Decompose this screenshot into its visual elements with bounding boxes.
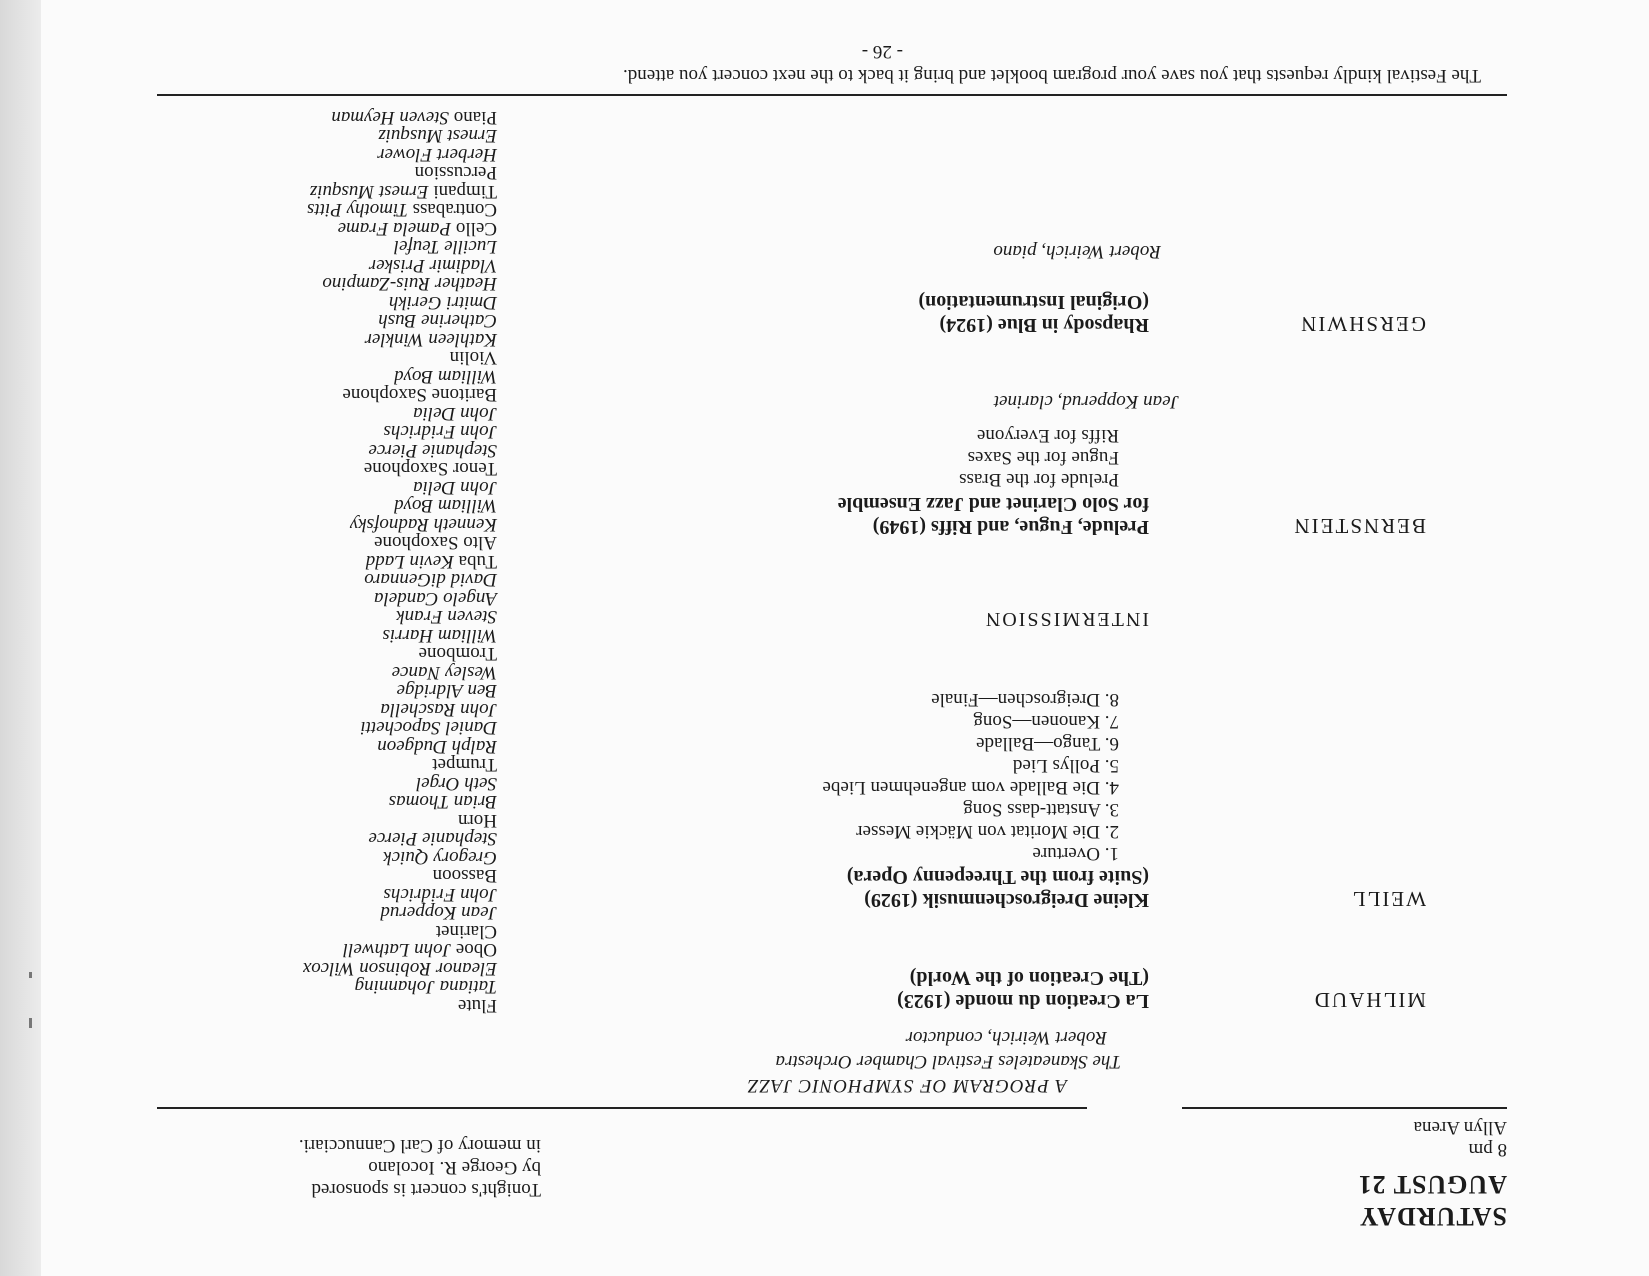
venue-text: Allyn Arena (1413, 1117, 1507, 1138)
day-heading: SATURDAY (1358, 1202, 1507, 1231)
player-name: Ralph Dudgeon (377, 736, 497, 757)
personnel-horn: Horn (457, 810, 497, 831)
player-name: Angelo Candela (374, 588, 497, 609)
movement-item: 2. Die Moritat von Mäckie Messer (856, 821, 1119, 842)
program-title: A PROGRAM OF SYMPHONIC JAZZ (746, 1075, 1067, 1096)
personnel-tenor-sax: Tenor Saxophone (363, 458, 497, 480)
player-name: Herbert Flower (377, 144, 497, 165)
player-name: Tatiana Johanning (354, 976, 497, 998)
scan-mark (29, 972, 32, 978)
work-title: La Creation du monde (1923) (897, 990, 1149, 1012)
footer-rule (157, 94, 1507, 96)
player-name: John Delia (413, 403, 497, 424)
header-rule-left (1182, 1107, 1507, 1109)
movement-item: 4. Die Ballade vom angenehmen Liebe (822, 777, 1119, 798)
work-title: Prelude, Fugue, and Riffs (1949) (872, 516, 1149, 538)
personnel-timpani: Timpani Ernest Musquiz (309, 181, 497, 202)
conductor-credit: Robert Weirich, conductor (905, 1027, 1107, 1048)
personnel-contrabass: Contrabass Timothy Pitts (306, 199, 497, 221)
movement-item: 8. Dreigroschen—Finale (931, 689, 1119, 710)
personnel-oboe: Oboe John Lathwell (342, 939, 497, 961)
player-name: Kenneth Radnofsky (349, 514, 497, 535)
player-name: Stephanie Pierce (368, 828, 497, 850)
personnel-piano: Piano Steven Heyman (331, 107, 497, 128)
player-name: Stephanie Pierce (368, 440, 497, 461)
footer-note: The Festival kindly requests that you save your program booklet and bring it back to the next concert you attend. (623, 65, 1481, 86)
sponsor-line-1: Tonight's concert is sponsored (311, 1179, 541, 1200)
player-name: John Fridrichs (383, 884, 497, 905)
personnel-flute: Flute (457, 995, 497, 1016)
player-name: Kathleen Winkler (364, 329, 497, 350)
date-heading: AUGUST 21 (1357, 1170, 1507, 1199)
scan-mark (29, 1018, 32, 1028)
personnel-cello: Cello Pamela Frame (337, 218, 497, 239)
personnel-trombone: Trombone (418, 643, 497, 665)
soloist-credit: Jean Kopperud, clarinet (993, 391, 1179, 412)
soloist-credit: Robert Weirich, piano (993, 241, 1161, 262)
movement-item: Riffs for Everyone (976, 425, 1119, 446)
player-name: Seth Orgel (415, 773, 497, 794)
player-name: John Raschella (380, 699, 497, 720)
header-rule-right (157, 1107, 1087, 1109)
player-name: Dmitri Gerikh (388, 292, 497, 313)
player-name: Ernest Musquiz (378, 125, 497, 147)
player-name: Wesley Nance (391, 662, 497, 683)
sponsor-line-2: by George R. Iocolano (368, 1157, 541, 1178)
player-name: John Fridrichs (383, 421, 497, 443)
personnel-tuba: Tuba Kevin Ladd (365, 551, 497, 572)
personnel-baritone-sax: Baritone Saxophone (342, 384, 497, 406)
movement-item: 5. Pollys Lied (1012, 755, 1119, 776)
sponsor-line-3: in memory of Carl Cannucciari. (298, 1135, 541, 1156)
player-name: Steven Frank (396, 606, 497, 628)
composer-gershwin: GERSHWIN (1299, 312, 1426, 336)
movement-item: 1. Overture (1032, 843, 1119, 864)
player-name: Brian Thomas (388, 791, 497, 813)
player-name: Ben Aldridge (396, 680, 497, 702)
movement-item: Fugue for the Saxes (967, 447, 1119, 468)
personnel-alto-sax: Alto Saxophone (374, 532, 497, 554)
player-name: William Boyd (394, 495, 497, 517)
work-title: Kleine Dreigroschenmusik (1929) (864, 889, 1149, 911)
personnel-clarinet: Clarinet (435, 921, 497, 942)
composer-bernstein: BERNSTEIN (1292, 514, 1426, 538)
movement-item: 3. Anstatt-dass Song (963, 799, 1119, 820)
player-name: Vladimir Prisker (368, 255, 497, 276)
intermission-label: INTERMISSION (983, 608, 1149, 630)
player-name: Gregory Quick (383, 847, 497, 868)
player-name: Daniel Sapochetti (360, 717, 497, 739)
personnel-trumpet: Trumpet (432, 754, 497, 776)
ensemble-name: The Skaneateles Festival Chamber Orchestra (775, 1051, 1121, 1072)
time-text: 8 pm (1468, 1139, 1507, 1160)
work-subtitle: (The Creation of the World) (909, 967, 1149, 989)
work-subtitle: (Original Instrumentation) (918, 291, 1149, 313)
personnel-bassoon: Bassoon (432, 865, 497, 887)
composer-weill: WEILL (1350, 887, 1426, 911)
movement-item: 6. Tango—Ballade (976, 733, 1119, 754)
work-subtitle: for Solo Clarinet and Jazz Ensemble (837, 493, 1149, 515)
player-name: John Delia (413, 477, 497, 498)
player-name: Jean Kopperud (380, 902, 497, 924)
player-name: Catherine Bush (378, 310, 497, 332)
player-name: William Boyd (394, 366, 497, 387)
binding-shadow (0, 0, 41, 1276)
player-name: Heather Ruis-Zampino (322, 273, 497, 295)
player-name: Eleanor Robinson Wilcox (302, 958, 497, 979)
movement-item: 7. Kanonen—Song (973, 711, 1119, 732)
personnel-violin: Violin (449, 347, 497, 369)
player-name: William Harris (382, 625, 497, 646)
work-subtitle: (Suite from the Threepenny Opera) (846, 866, 1149, 888)
movement-item: Prelude for the Brass (959, 469, 1119, 490)
work-title: Rhapsody in Blue (1924) (939, 314, 1149, 336)
composer-milhaud: MILHAUD (1312, 988, 1426, 1012)
page-number: - 26 - (861, 41, 903, 62)
personnel-list (303, 108, 497, 1015)
personnel-percussion: Percussion (414, 162, 497, 184)
player-name: David diGennaro (364, 569, 497, 591)
player-name: Lucille Teufel (393, 236, 497, 258)
